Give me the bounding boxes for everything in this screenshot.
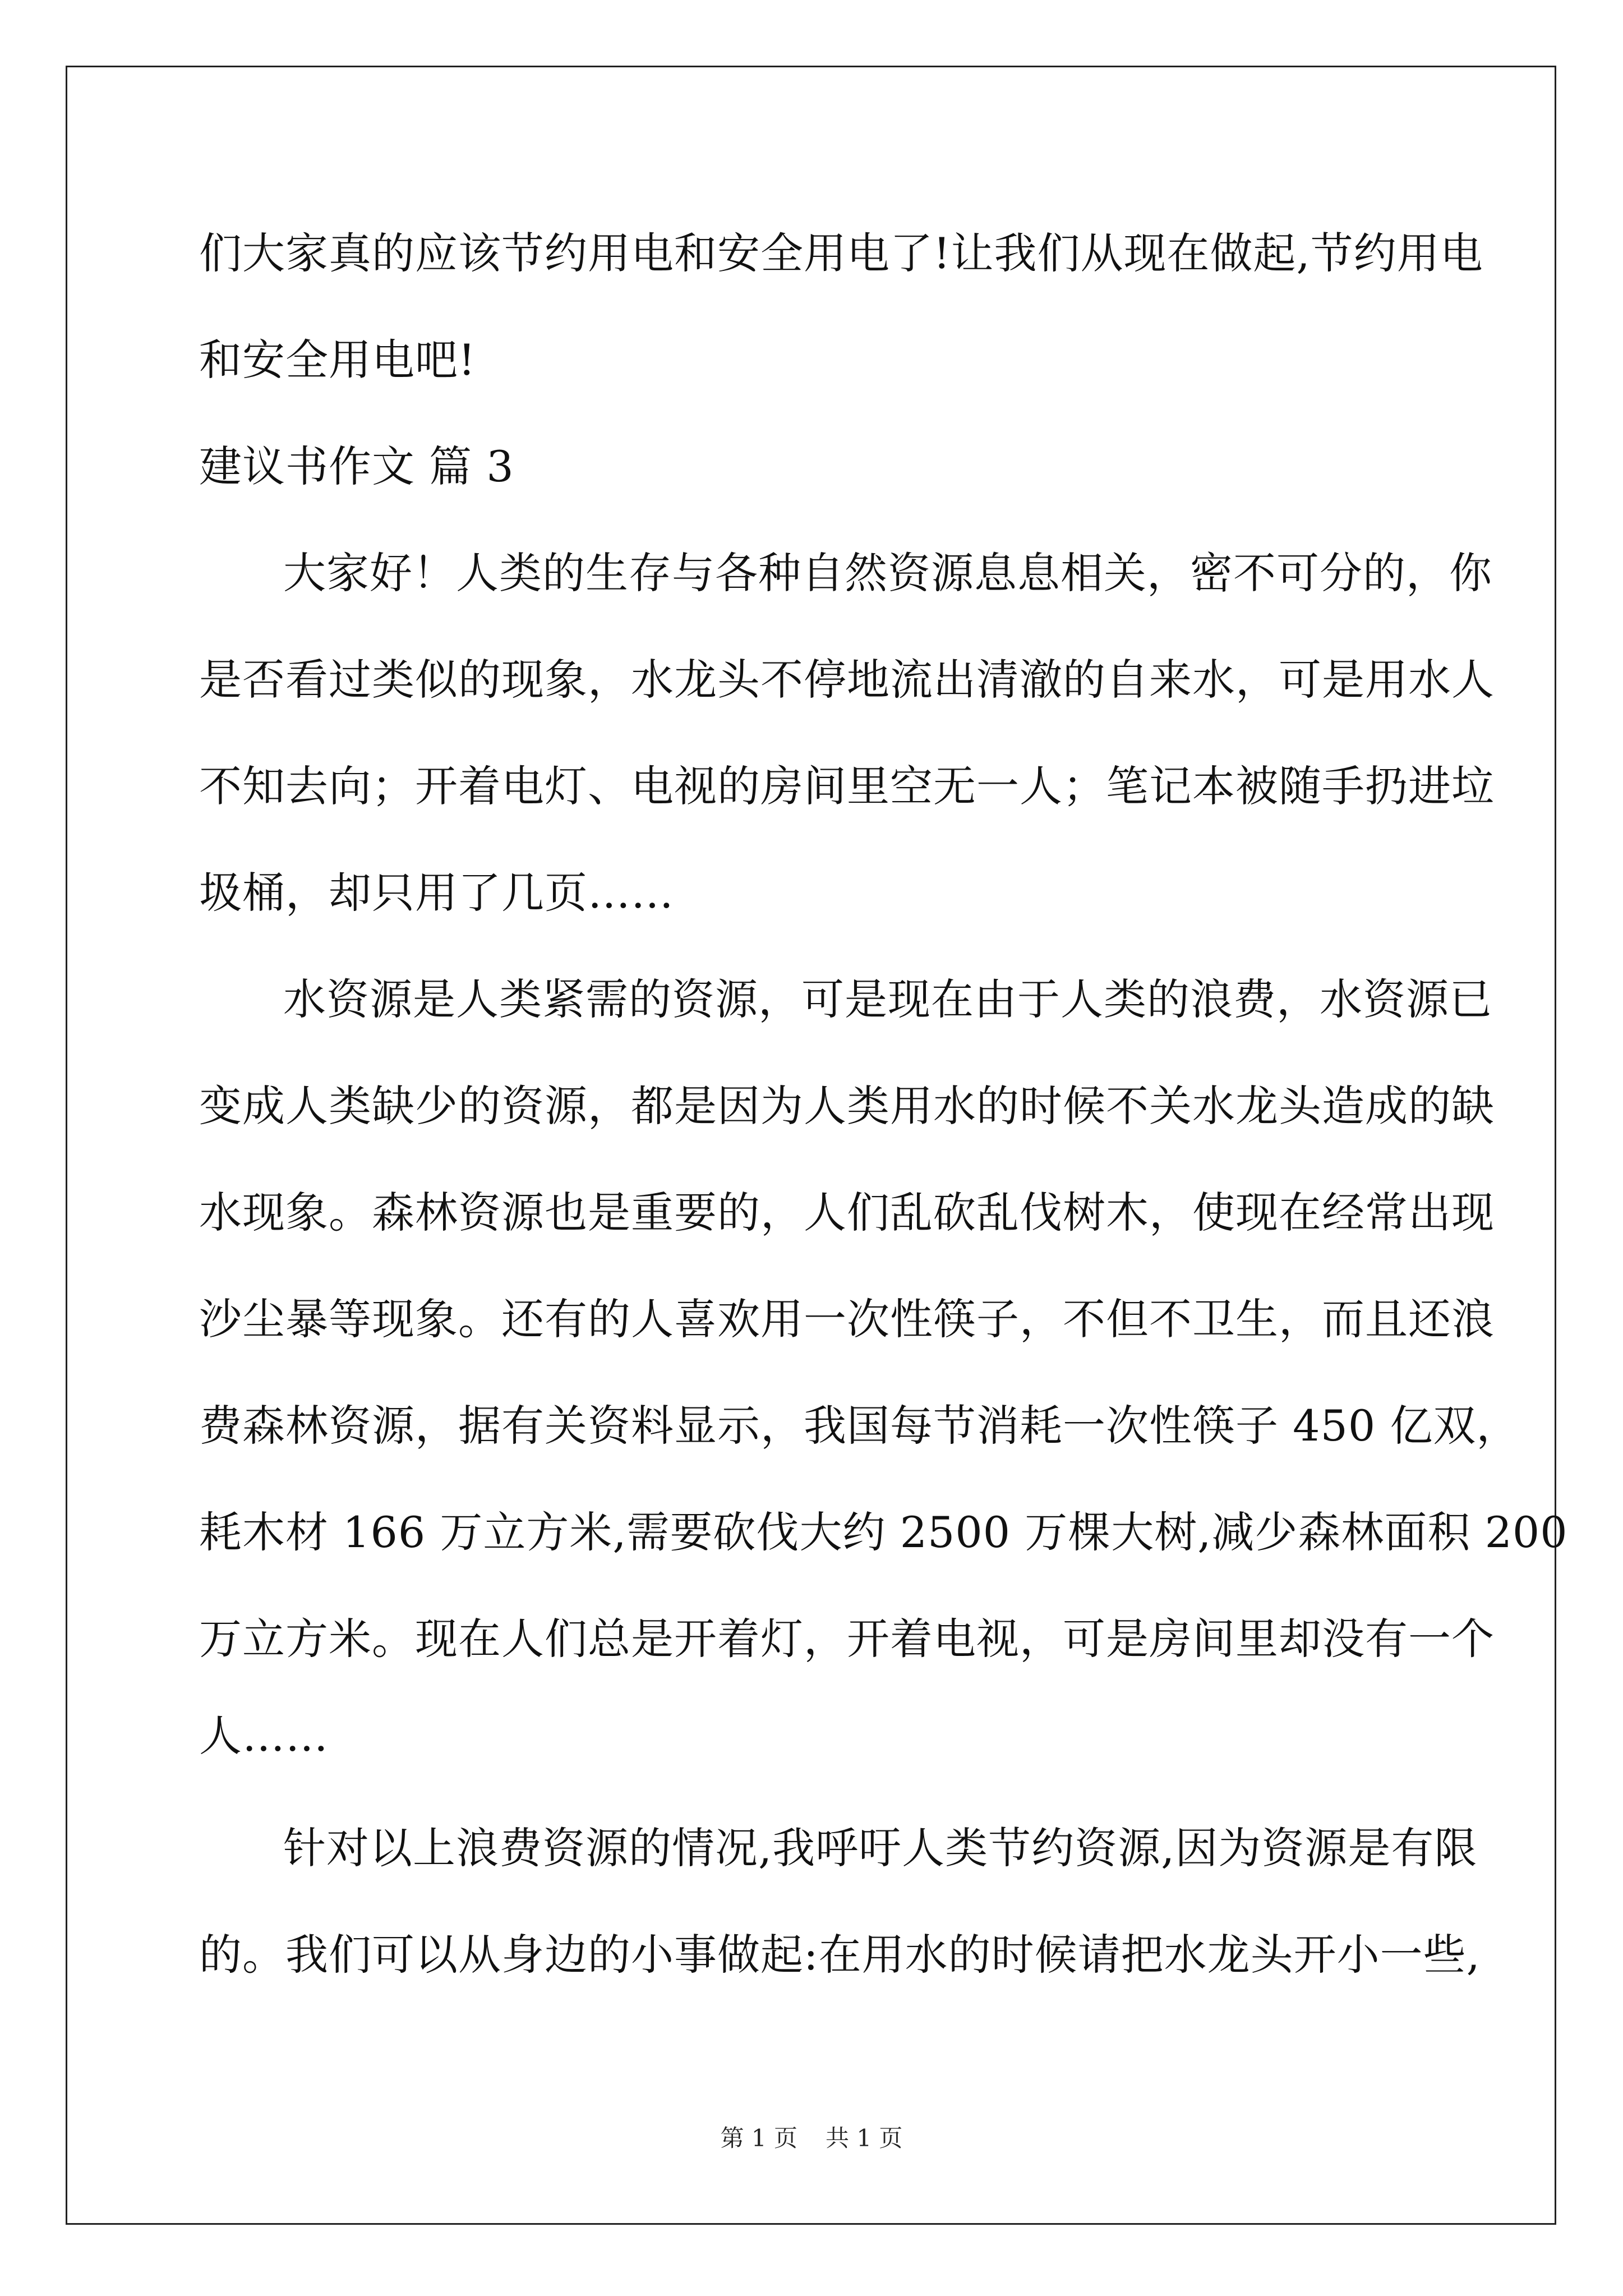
page-number-current: 第 1 页 xyxy=(720,2124,797,2152)
text-line-8: 水资源是人类紧需的资源，可是现在由于人类的浪费，水资源已 xyxy=(283,974,1492,1024)
text-line-13: 耗木材 166 万立方米,需要砍伐大约 2500 万棵大树,减少森林面积 200 xyxy=(199,1507,1568,1557)
text-line-4: 大家好！人类的生存与各种自然资源息息相关，密不可分的，你 xyxy=(283,548,1492,598)
text-line-12: 费森林资源，据有关资料显示，我国每节消耗一次性筷子 450 亿双， xyxy=(199,1401,1520,1451)
text-line-10: 水现象。森林资源也是重要的，人们乱砍乱伐树木，使现在经常出现 xyxy=(199,1188,1495,1237)
text-line-15: 人…… xyxy=(199,1711,329,1761)
text-line-7: 圾桶，却只用了几页…… xyxy=(199,868,674,918)
text-line-5: 是否看过类似的现象，水龙头不停地流出清澈的自来水，可是用水人 xyxy=(199,655,1495,705)
section-heading: 建议书作文 篇 3 xyxy=(199,441,514,491)
page-footer xyxy=(0,2122,1623,2155)
text-line-16: 针对以上浪费资源的情况,我呼吁人类节约资源,因为资源是有限 xyxy=(283,1823,1478,1873)
text-line-11: 沙尘暴等现象。还有的人喜欢用一次性筷子，不但不卫生，而且还浪 xyxy=(199,1294,1495,1344)
page-number-total: 共 1 页 xyxy=(826,2124,903,2152)
page-frame xyxy=(66,66,1568,2225)
text-line-2: 和安全用电吧! xyxy=(199,335,476,385)
text-line-9: 变成人类缺少的资源，都是因为人类用水的时候不关水龙头造成的缺 xyxy=(199,1081,1495,1131)
text-line-17: 的。我们可以从身边的小事做起:在用水的时候请把水龙头开小一些, xyxy=(199,1930,1481,1980)
text-line-1: 们大家真的应该节约用电和安全用电了!让我们从现在做起,节约用电 xyxy=(199,228,1483,278)
text-line-14: 万立方米。现在人们总是开着灯，开着电视，可是房间里却没有一个 xyxy=(199,1614,1495,1664)
text-line-6: 不知去向；开着电灯、电视的房间里空无一人；笔记本被随手扔进垃 xyxy=(199,761,1495,811)
